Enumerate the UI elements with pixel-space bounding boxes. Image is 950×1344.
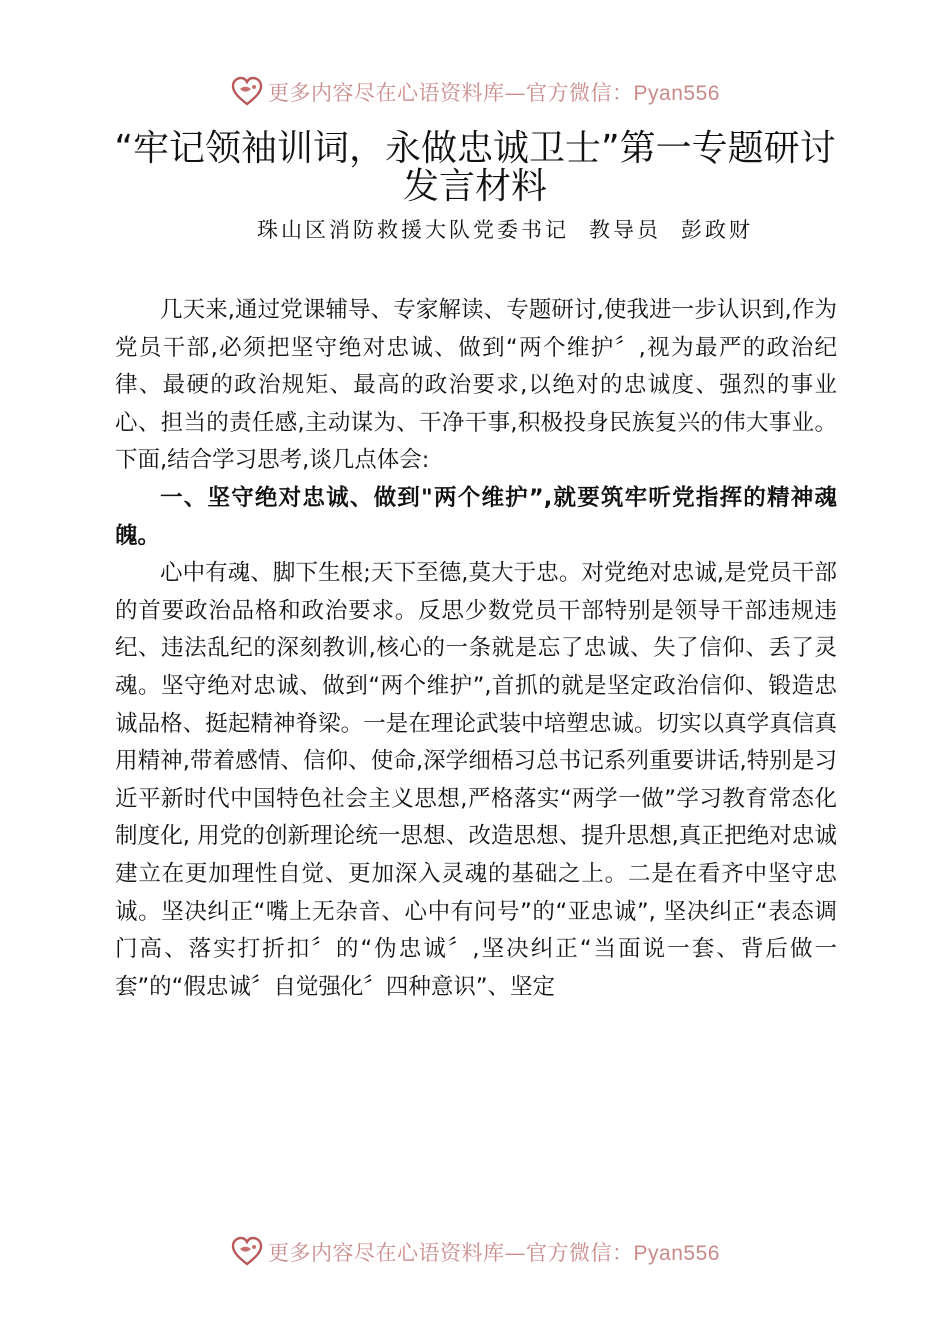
watermark-wechat-id: Pyan556: [633, 82, 720, 105]
heart-logo-icon: [230, 75, 264, 109]
author-unit: 珠山区消防救援大队党委书记: [257, 218, 569, 242]
watermark-footer: [0, 1232, 950, 1272]
paragraph-section-1: 心中有魂、脚下生根;天下至德,莫大于忠。对党绝对忠诚,是党员干部的首要政治品格和政治要求。反思少数党员干部特别是领导干部违规违纪、违法乱纪的深刻教训,核心的一条就是忘了忠诚、失了信仰、丢了灵魂。坚守绝对忠诚、做到“两个维护”,首抓的就是坚定政治信仰、锻造忠诚品格、挺起精神脊梁。一是在理论武装中培塑忠诚。切实以真学真信真用精神,带着感情、信仰、使命,深学细梧习总书记系列重要讲话,特别是习近平新时代中国特色社会主义思想,严格落实“两学一做”学习教育常态化制度化, 用党的创新理论统一思想、改造思想、提升思想,真正把绝对忠诚建立在更加理性自觉、更加深入灵魂的基础之上。二是在看齐中坚守忠诚。坚决纠正“嘴上无杂音、心中有问号”的“亚忠诚”, 坚决纠正“表态调门高、落实打折扣〞的“伪忠诚〞,坚决纠正“当面说一套、背后做一套”的“假忠诚〞自觉强化〞四种意识”、坚定: [115, 560, 837, 1000]
document-title: [0, 130, 950, 206]
watermark-wechat-id: Pyan556: [633, 1242, 720, 1265]
author-role: 教导员: [589, 218, 661, 242]
heart-logo-icon: [230, 1235, 264, 1269]
title-line-2: 发言材料: [402, 166, 547, 207]
section-heading-1: 一、坚守绝对忠诚、做到"两个维护”,就要筑牢听党指挥的精神魂魄。: [115, 484, 837, 549]
document-body: [115, 292, 837, 1006]
watermark-text: [268, 1237, 720, 1267]
watermark-text: [268, 77, 720, 107]
watermark-text-cn: 更多内容尽在心语资料库—官方微信：: [268, 1241, 634, 1265]
author-line: [0, 214, 950, 244]
watermark-text-cn: 更多内容尽在心语资料库—官方微信：: [268, 81, 634, 105]
paragraph-intro: 几天来,通过党课辅导、专家解读、专题研讨,使我进一步认识到,作为党员干部,必须把坚守绝对忠诚、做到“两个维护〞,视为最严的政治纪律、最硬的政治规矩、最高的政治要求,以绝对的忠诚度、强烈的事业心、担当的责任感,主动谋为、干净干事,积极投身民族复兴的伟大事业。下面,结合学习思考,谈几点体会:: [115, 297, 837, 474]
watermark-header: [0, 72, 950, 112]
title-line-1: “牢记领袖训词，永做忠诚卫士”第一专题研讨: [114, 128, 836, 169]
author-name: 彭政财: [681, 218, 753, 242]
